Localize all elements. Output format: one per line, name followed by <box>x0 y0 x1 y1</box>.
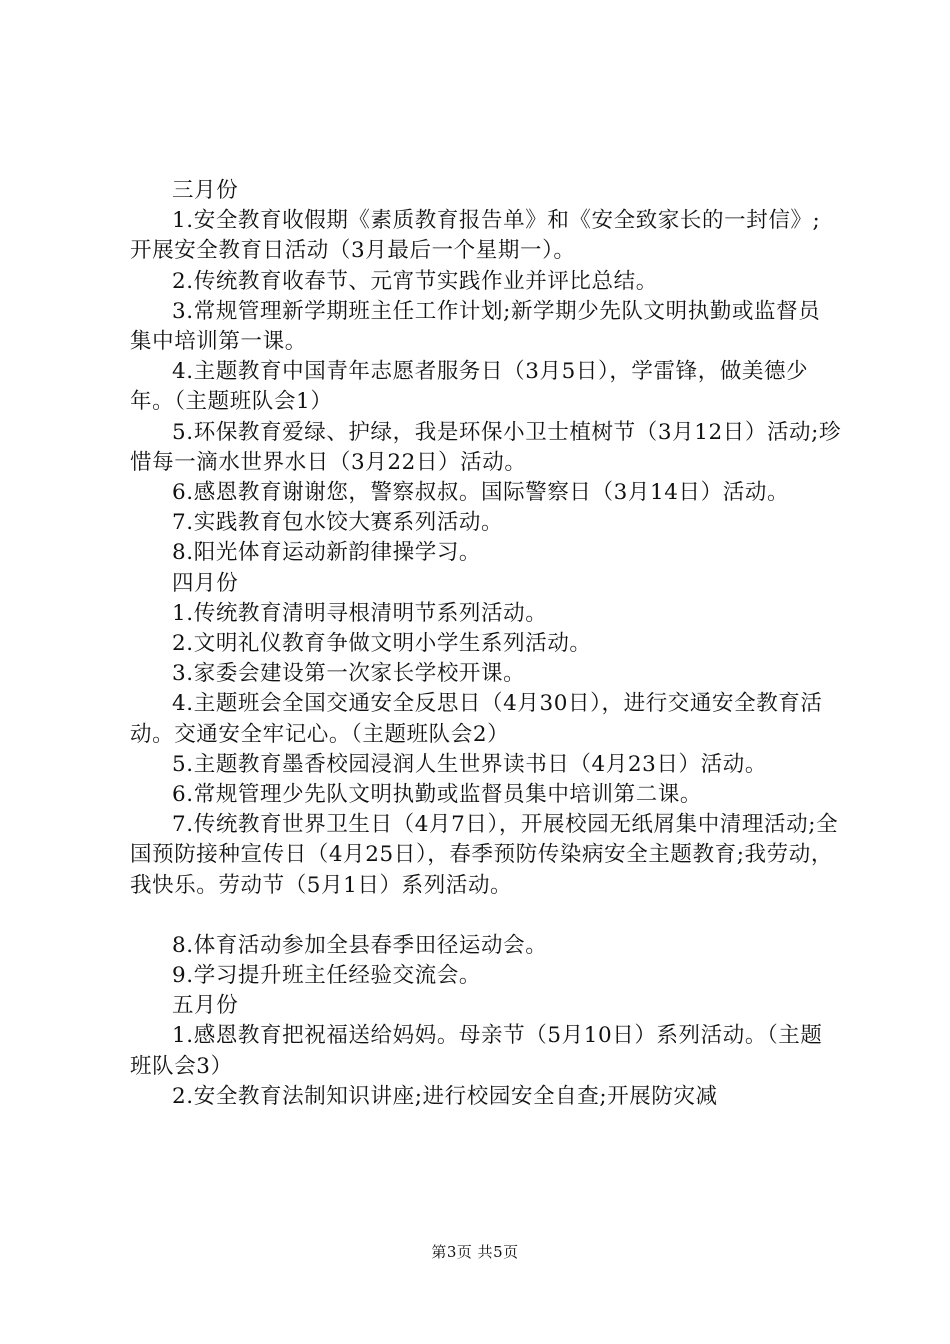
list-item: 5.环保教育爱绿、护绿，我是环保小卫士植树节（3月12日）活动;珍惜每一滴水世界水日（3月22日）活动。 <box>130 419 842 475</box>
list-item: 7.传统教育世界卫生日（4月7日），开展校园无纸屑集中清理活动;全国预防接种宣传日（4月25日），春季预防传染病安全主题教育;我劳动，我快乐。劳动节（5月1日）系列活动。 <box>130 812 839 898</box>
page-number-footer: 第3页 共5页 <box>431 1243 519 1261</box>
list-item: 4.主题教育中国青年志愿者服务日（3月5日），学雷锋，做美德少年。（主题班队会1） <box>130 359 809 415</box>
list-item: 1.传统教育清明寻根清明节系列活动。 <box>172 600 548 626</box>
list-item: 6.感恩教育谢谢您，警察叔叔。国际警察日（3月14日）活动。 <box>172 480 790 506</box>
list-item: 4.主题班会全国交通安全反思日（4月30日），进行交通安全教育活动。交通安全牢记心。（主题班队会2） <box>130 691 823 747</box>
list-item: 1.安全教育收假期《素质教育报告单》和《安全致家长的一封信》;开展安全教育日活动（3月最后一个星期一）。 <box>130 208 821 264</box>
section-heading-may: 五月份 <box>172 993 239 1019</box>
list-item: 8.阳光体育运动新韵律操学习。 <box>172 540 482 566</box>
list-item: 3.常规管理新学期班主任工作计划;新学期少先队文明执勤或监督员集中培训第一课。 <box>130 298 821 355</box>
list-item: 8.体育活动参加全县春季田径运动会。 <box>172 932 548 958</box>
section-heading-march: 三月份 <box>172 178 239 203</box>
list-item: 9.学习提升班主任经验交流会。 <box>172 963 482 989</box>
list-item: 1.感恩教育把祝福送给妈妈。母亲节（5月10日）系列活动。（主题班队会3） <box>130 1023 823 1079</box>
list-item: 6.常规管理少先队文明执勤或监督员集中培训第二课。 <box>172 782 703 808</box>
list-item: 7.实践教育包水饺大赛系列活动。 <box>172 510 504 536</box>
list-item: 2.文明礼仪教育争做文明小学生系列活动。 <box>172 631 592 657</box>
blank-line <box>130 901 842 931</box>
list-item: 2.传统教育收春节、元宵节实践作业并评比总结。 <box>172 268 658 294</box>
list-item: 2.安全教育法制知识讲座;进行校园安全自查;开展防灾减 <box>172 1083 718 1109</box>
document-body <box>130 176 842 1112</box>
section-heading-april: 四月份 <box>172 570 239 596</box>
list-item: 5.主题教育墨香校园浸润人生世界读书日（4月23日）活动。 <box>172 751 767 777</box>
list-item: 3.家委会建设第一次家长学校开课。 <box>172 661 526 687</box>
